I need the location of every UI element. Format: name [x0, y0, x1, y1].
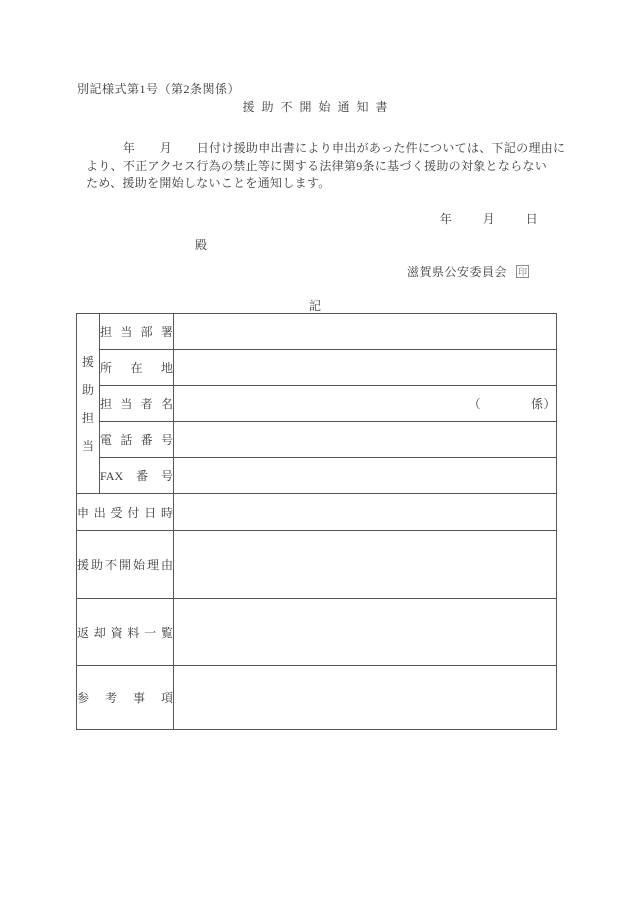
label-fax-bango: FAX番号 [100, 458, 174, 494]
body-line-3: ため、援助を開始しないことを通知します。 [86, 176, 331, 190]
issue-date-line: 年 月 日 [439, 212, 540, 226]
group-header-cell [77, 314, 100, 494]
table-row [77, 531, 557, 599]
body-paragraph [86, 140, 566, 193]
label-tantosha-mei: 担当者名 [100, 386, 174, 422]
value-enjo-fukaishi-riyu [174, 531, 557, 599]
table-row [77, 314, 557, 350]
value-henkyaku-shiryo-ichiran [174, 599, 557, 666]
label-tanto-busho: 担当部署 [100, 314, 174, 350]
form-number: 別記様式第1号（第2条関係） [77, 82, 241, 96]
table-row [77, 494, 557, 531]
body-line-2: より、不正アクセス行為の禁止等に関する法律第9条に基づく援助の対象とならない [86, 158, 548, 173]
issuer-name: 滋賀県公安委員会 [407, 265, 508, 279]
section-marker: 記 [308, 299, 321, 313]
official-seal-icon [516, 265, 529, 278]
group-header-label: 援助担当 [81, 354, 94, 453]
value-tanto-busho [174, 314, 557, 350]
label-shozaichi: 所在地 [100, 350, 174, 386]
table-row [77, 599, 557, 666]
value-shozaichi [174, 350, 557, 386]
table-row [77, 422, 557, 458]
document-title: 援助不開始通知書 [242, 100, 395, 114]
seal-character: 印 [518, 267, 528, 277]
label-denwa-bango: 電話番号 [100, 422, 174, 458]
body-line-1: 年 月 日付け援助申出書により申出があった件については、下記の理由に [86, 141, 566, 155]
value-denwa-bango [174, 422, 557, 458]
label-sanko-jiko: 参考事項 [77, 666, 174, 730]
value-fax-bango [174, 458, 557, 494]
addressee-suffix: 殿 [195, 238, 208, 252]
value-tantosha-mei: （ 係） [174, 386, 557, 422]
value-moushide-uketsuke-nichiji [174, 494, 557, 531]
label-enjo-fukaishi-riyu: 援助不開始理由 [77, 531, 174, 599]
notification-table [76, 313, 557, 730]
issuer-line [407, 263, 529, 280]
table-row [77, 350, 557, 386]
label-henkyaku-shiryo-ichiran: 返却資料一覧 [77, 599, 174, 666]
table-row [77, 458, 557, 494]
table-row [77, 666, 557, 730]
value-sanko-jiko [174, 666, 557, 730]
label-moushide-uketsuke-nichiji: 申出受付日時 [77, 494, 174, 531]
table-row [77, 386, 557, 422]
